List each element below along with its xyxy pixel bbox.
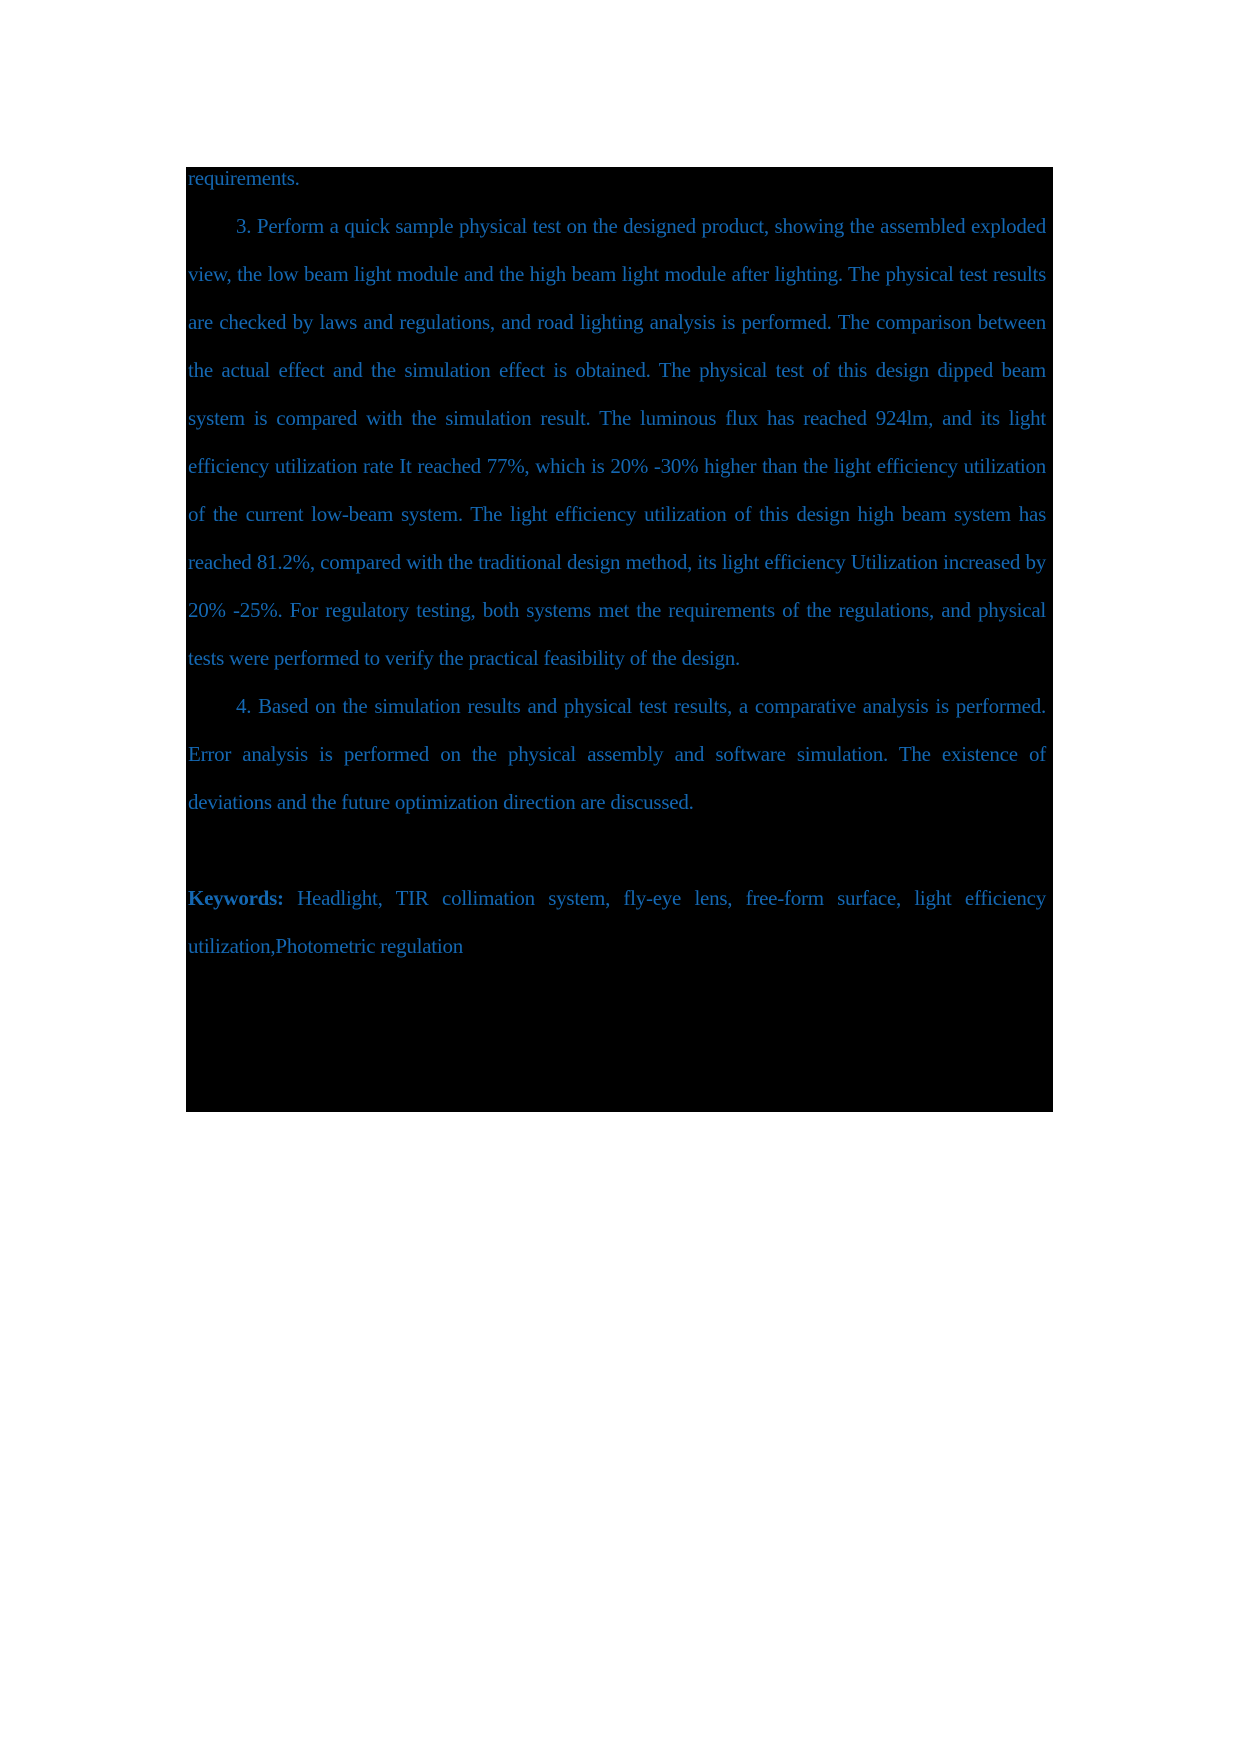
keywords-label: Keywords: <box>188 886 284 910</box>
abstract-highlight-block <box>186 167 1053 1112</box>
paragraph-continuation: requirements. <box>188 167 300 190</box>
keywords-text: Headlight, TIR collimation system, fly-eye lens, free-form surface, light efficiency utilization,Photometric regulation <box>188 886 1046 958</box>
abstract-text-flow <box>188 167 1046 970</box>
paragraph-item-4: 4. Based on the simulation results and physical test results, a comparative analysis is performed. Error analysis is performed on the physical assembly and software simulation. The existence of deviations and the future optimization direction are discussed. <box>188 694 1046 814</box>
paragraph-item-3: 3. Perform a quick sample physical test on the designed product, showing the assembled exploded view, the low beam light module and the high beam light module after lighting. The physical test results are checked by laws and regulations, and road lighting analysis is performed. The comparison between the actual effect and the simulation effect is obtained. The physical test of this design dipped beam system is compared with the simulation result. The luminous flux has reached 924lm, and its light efficiency utilization rate It reached 77%, which is 20% -30% higher than the light efficiency utilization of the current low-beam system. The light efficiency utilization of this design high beam system has reached 81.2%, compared with the traditional design method, its light efficiency Utilization increased by 20% -25%. For regulatory testing, both systems met the requirements of the regulations, and physical tests were performed to verify the practical feasibility of the design. <box>188 214 1046 670</box>
keywords-paragraph <box>188 874 1046 970</box>
